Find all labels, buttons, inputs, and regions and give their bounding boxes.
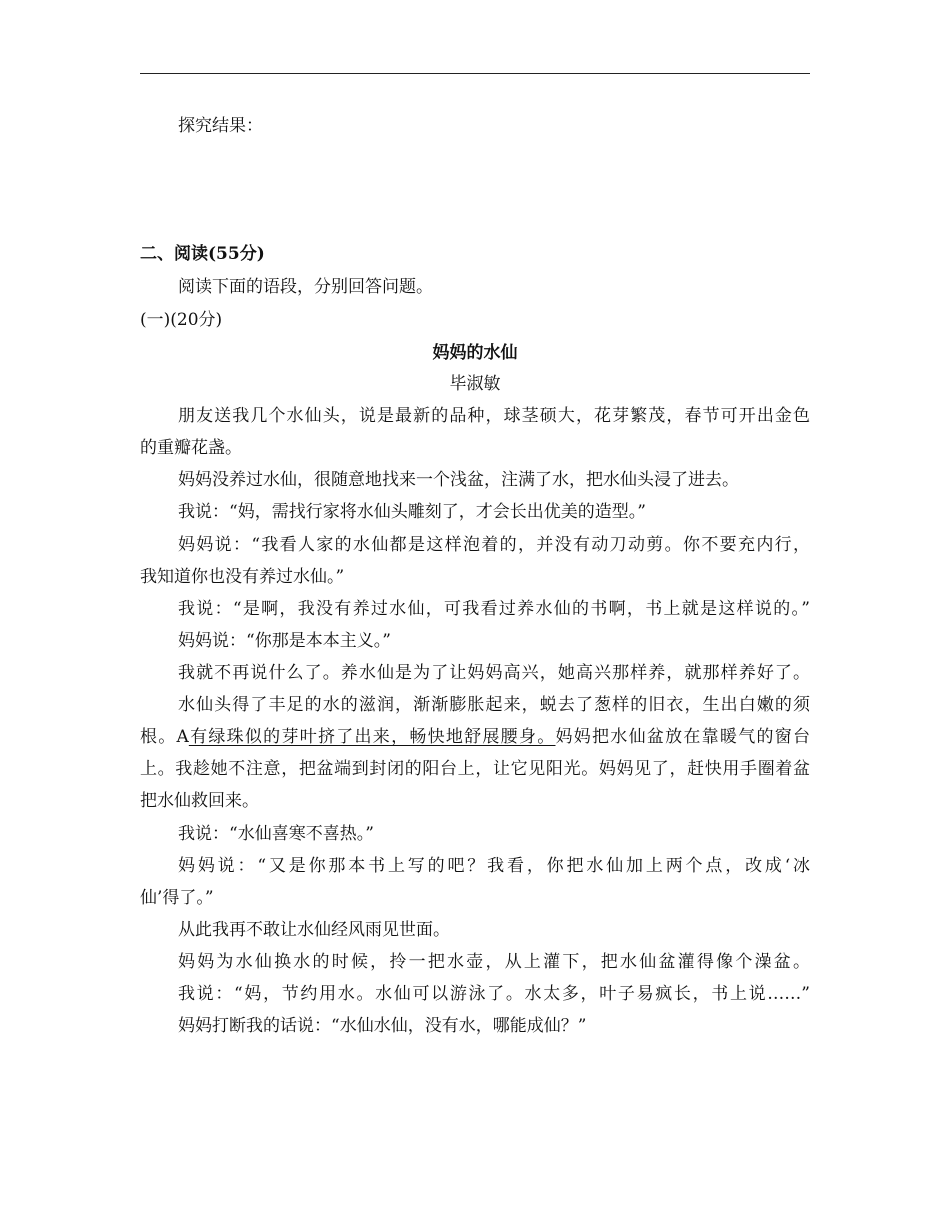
paragraph-line: 妈妈没养过水仙，很随意地找来一个浅盆，注满了水，把水仙头浸了进去。 — [178, 470, 739, 490]
section-instruction: 阅读下面的语段，分别回答问题。 — [178, 277, 433, 297]
paragraph-line: 我说：“妈，节约用水。水仙可以游泳了。水太多，叶子易疯长，书上说……” — [178, 984, 810, 1004]
paragraph-line: 把水仙救回来。 — [140, 791, 259, 811]
part-label: (一)(20分) — [140, 310, 223, 330]
paragraph-line: 我知道你也没有养过水仙。” — [140, 567, 345, 587]
paragraph-line: 朋友送我几个水仙头，说是最新的品种，球茎硕大，花芽繁茂，春节可开出金色 — [178, 406, 810, 426]
paragraph-line: 妈妈打断我的话说：“水仙水仙，没有水，哪能成仙？” — [178, 1016, 587, 1036]
paragraph-line: 妈妈说：“又是你那本书上写的吧？我看，你把水仙加上两个点，改成‘冰 — [178, 856, 810, 876]
underlined-sentence-a: 有绿珠似的芽叶挤了出来，畅快地舒展腰身。 — [188, 727, 556, 747]
header-rule — [140, 73, 810, 74]
paragraph-line: 妈妈为水仙换水的时候，拎一把水壶，从上灌下，把水仙盆灌得像个澡盆。 — [178, 952, 810, 972]
section-heading: 二、阅读(55分) — [140, 244, 265, 264]
paragraph-line: 我说：“妈，需找行家将水仙头雕刻了，才会长出优美的造型。” — [178, 502, 646, 522]
marker-prefix: 根。A — [140, 727, 189, 747]
paragraph-line: 上。我趁她不注意，把盆端到封闭的阳台上，让它见阳光。妈妈见了，赶快用手圈着盆 — [140, 759, 810, 779]
paragraph-line: 我就不再说什么了。养水仙是为了让妈妈高兴，她高兴那样养，就那样养好了。 — [178, 663, 810, 683]
article-author: 毕淑敏 — [449, 374, 501, 394]
paragraph-line: 我说：“水仙喜寒不喜热。” — [178, 824, 374, 844]
paragraph-line: 妈妈说：“你那是本本主义。” — [178, 631, 391, 651]
paragraph-line: 仙’得了。” — [140, 888, 214, 908]
paragraph-line: 妈妈说：“我看人家的水仙都是这样泡着的，并没有动刀动剪。你不要充内行， — [178, 535, 810, 555]
marker-suffix: 妈妈把水仙盆放在靠暖气的窗台 — [555, 727, 811, 747]
article-title: 妈妈的水仙 — [432, 343, 518, 363]
paragraph-line: 水仙头得了丰足的水的滋润，渐渐膨胀起来，蜕去了葱样的旧衣，生出白嫩的须 — [178, 695, 810, 715]
paragraph-line: 从此我再不敢让水仙经风雨见世面。 — [178, 920, 450, 940]
paragraph-line: 的重瓣花盏。 — [140, 438, 242, 458]
paragraph-line-marked — [140, 726, 810, 748]
paragraph-line: 我说：“是啊，我没有养过水仙，可我看过养水仙的书啊，书上就是这样说的。” — [178, 599, 810, 619]
result-label: 探究结果： — [178, 116, 263, 136]
